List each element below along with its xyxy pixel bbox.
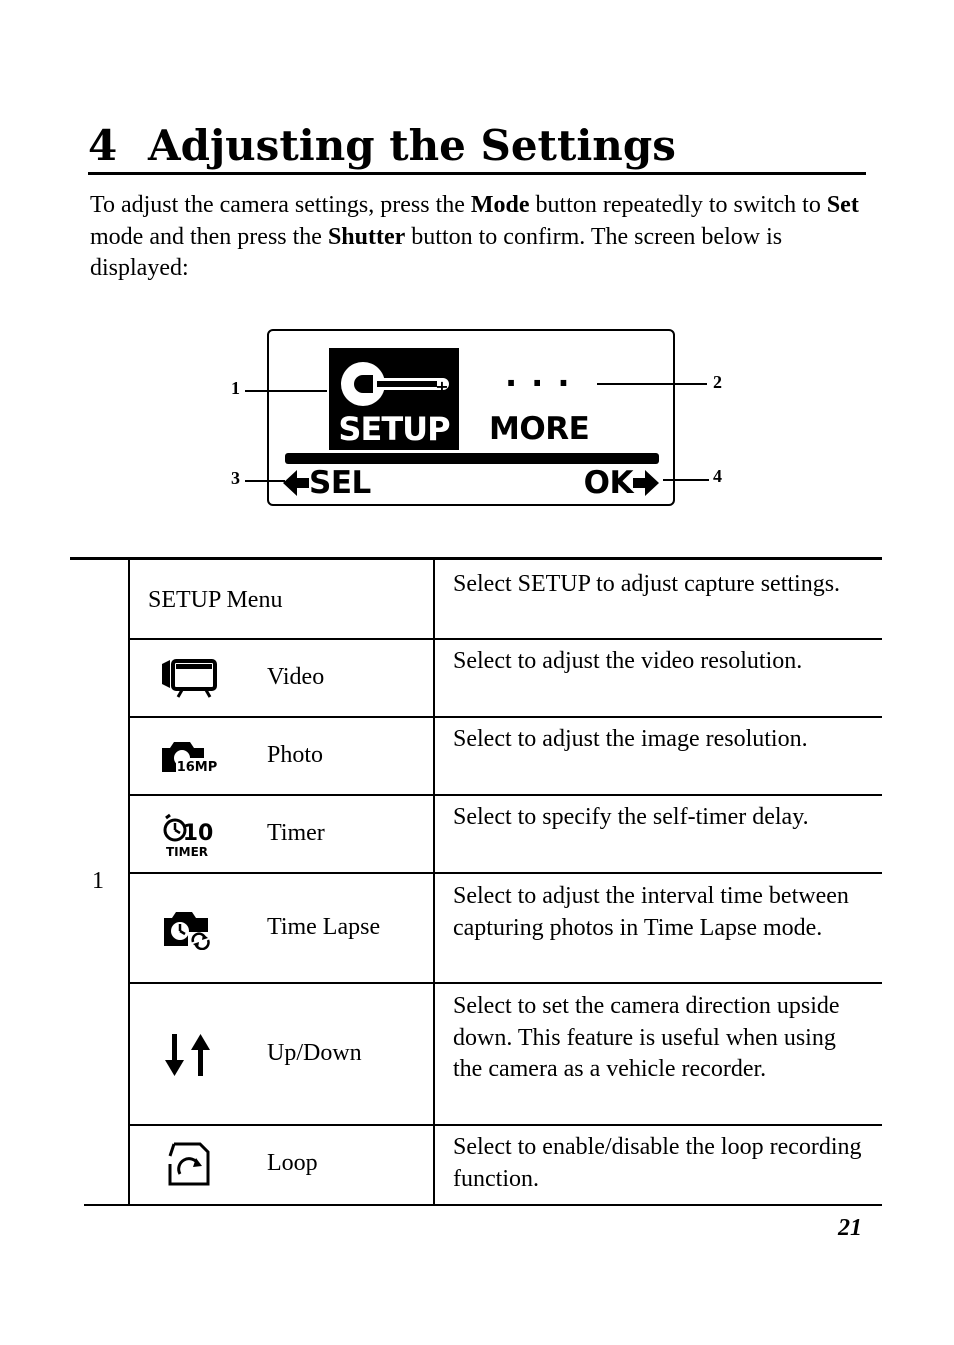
timer-desc: Select to specify the self-timer delay. xyxy=(453,804,809,830)
setup-menu-desc: Select SETUP to adjust capture settings. xyxy=(453,571,841,597)
setup-label: SETUP xyxy=(338,410,450,448)
video-icon xyxy=(160,658,218,698)
table-divider-left xyxy=(128,560,130,1206)
loop-label: Loop xyxy=(267,1150,318,1176)
callout-1: 1 xyxy=(231,378,240,398)
video-desc: Select to adjust the video resolution. xyxy=(453,648,803,674)
time-lapse-desc: Select to adjust the interval time between capturing photos in Time Lapse mode. xyxy=(453,883,849,941)
callout-4: 4 xyxy=(713,466,722,486)
row-rule xyxy=(129,638,882,640)
mode-button-name: Mode xyxy=(470,192,530,218)
callout-2-line xyxy=(597,383,707,385)
photo-icon xyxy=(160,738,218,774)
svg-text:16MP: 16MP xyxy=(176,760,218,774)
callout-4-line xyxy=(663,479,709,481)
up-down-icon xyxy=(160,1032,218,1078)
video-label: Video xyxy=(267,664,325,690)
timer-label: Timer xyxy=(267,820,325,846)
intro-text-3: mode and then press the xyxy=(90,223,328,250)
shutter-button-name: Shutter xyxy=(327,223,406,250)
svg-text:10: 10 xyxy=(182,821,214,846)
photo-label: Photo xyxy=(267,742,324,768)
key-icon xyxy=(335,354,455,414)
sel-control xyxy=(283,465,371,501)
intro-text-1: To adjust the camera settings, press the xyxy=(90,192,471,218)
more-label: MORE xyxy=(489,411,590,447)
row-rule xyxy=(129,716,882,718)
svg-text:TIMER: TIMER xyxy=(165,845,209,858)
section-number: 4 xyxy=(88,121,118,170)
setup-highlight xyxy=(329,348,459,450)
loop-desc: Select to enable/disable the loop recording function. xyxy=(453,1134,862,1192)
lcd-screen-diagram xyxy=(267,329,675,506)
callout-1-line xyxy=(245,390,327,392)
table-divider-middle xyxy=(433,560,435,1206)
timer-icon xyxy=(160,812,218,858)
up-down-desc: Select to set the camera direction upside down. This feature is useful when using the camera as a vehicle recorder. xyxy=(453,993,840,1082)
photo-desc: Select to adjust the image resolution. xyxy=(453,726,808,752)
time-lapse-icon xyxy=(160,908,218,950)
intro-text-4: button to confirm. The screen below is displayed: xyxy=(90,223,783,281)
table-bottom-rule xyxy=(84,1204,882,1206)
lcd-divider-bar xyxy=(285,453,659,464)
intro-text-2: button repeatedly to switch to xyxy=(529,192,827,218)
page-number: 21 xyxy=(838,1215,862,1241)
row-rule xyxy=(129,982,882,984)
callout-2: 2 xyxy=(713,372,722,392)
svg-text:+: + xyxy=(435,377,449,396)
table-top-rule xyxy=(70,557,882,560)
setup-menu-label: SETUP Menu xyxy=(148,587,283,613)
row-rule xyxy=(129,1124,882,1126)
item-number: 1 xyxy=(92,868,104,894)
ok-control xyxy=(584,465,659,501)
up-down-label: Up/Down xyxy=(267,1040,362,1066)
ok-label: OK xyxy=(583,465,633,501)
page-title xyxy=(88,120,866,175)
intro-paragraph xyxy=(90,190,870,285)
sel-label: SEL xyxy=(309,465,371,501)
row-rule xyxy=(129,794,882,796)
section-title: Adjusting the Settings xyxy=(148,121,676,170)
callout-3: 3 xyxy=(231,468,240,488)
arrow-left-icon xyxy=(283,470,309,496)
loop-icon xyxy=(160,1142,218,1188)
set-mode-name: Set xyxy=(826,192,859,218)
arrow-right-icon xyxy=(633,470,659,496)
row-rule xyxy=(129,872,882,874)
callout-3-line xyxy=(245,480,285,482)
more-dots: ... xyxy=(505,356,584,394)
time-lapse-label: Time Lapse xyxy=(267,914,381,940)
